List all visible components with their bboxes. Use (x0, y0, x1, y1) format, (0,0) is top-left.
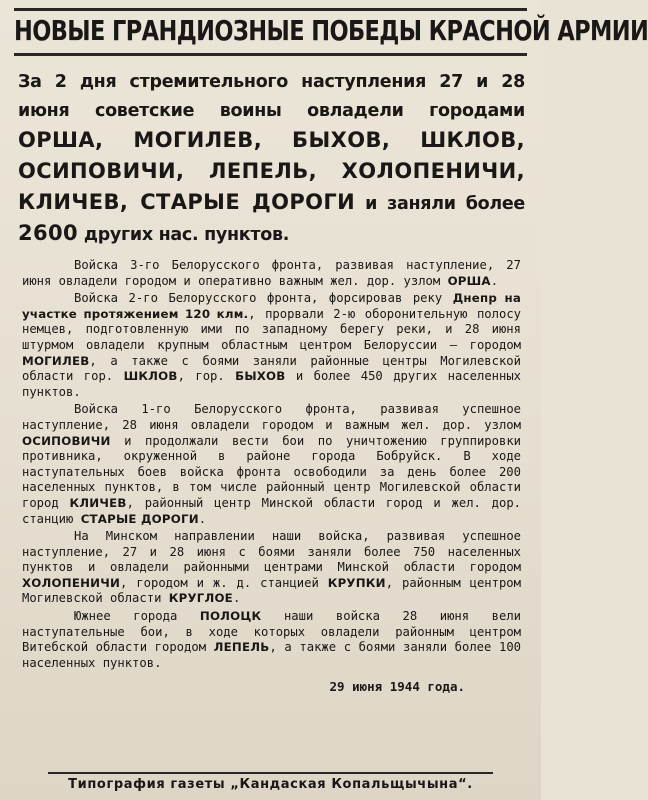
paragraph (22, 529, 521, 607)
place-name: МОГИЛЕВ (22, 353, 90, 368)
paragraph-text: и более 450 других населенных пунктов. (22, 369, 522, 399)
paragraph (22, 402, 521, 527)
place-name: КРУГЛОЕ (168, 591, 233, 606)
place-name: ХОЛОПЕНИЧИ (22, 575, 121, 590)
paragraph-text: , районный центр Минской области город и жел. дор. станцию (22, 495, 521, 526)
paragraph-text: , прорвали 2-ю оборонительную полосу немцев, подготовленную ими по западному берегу реки, и 28 июня штурмом овладели крупным областным центром Белоруссии — городом (22, 306, 521, 352)
paragraph-text: . (198, 511, 207, 526)
paragraph-text: , городом и ж. д. станцией (120, 575, 328, 590)
subheadline-text: и заняли более (355, 194, 525, 214)
paragraph-text: наши войска 28 июня вели наступательные бои, в ходе которых овладели районным центром Витебской области городом (22, 609, 522, 655)
paragraph-text: Войска 1-го Белорусского фронта, развивая успешное наступление, 28 июня овладели городом и важным жел. дор. узлом (22, 402, 521, 432)
paragraph-text: . (490, 273, 499, 288)
paragraph (22, 258, 521, 289)
paragraph-text: На Минском направлении наши войска, развивая успешное наступление, 27 и 28 июня с боями заняли более 750 населенных пунктов и овладели районными центрами Минской области городом (22, 529, 521, 575)
place-name: ШКЛОВ (123, 369, 178, 384)
headline-rule (14, 53, 527, 56)
paragraph-text: Южнее города (74, 609, 200, 624)
subheadline-emphasis: ОРША, МОГИЛЕВ, БЫХОВ, ШКЛОВ, ОСИПОВИЧИ, ЛЕПЕЛЬ, ХОЛОПЕНИЧИ, КЛИЧЕВ, СТАРЫЕ ДОРОГИ (18, 128, 525, 214)
headline: НОВЫЕ ГРАНДИОЗНЫЕ ПОБЕДЫ КРАСНОЙ АРМИИ (14, 15, 648, 48)
place-name: БЫХОВ (235, 369, 286, 384)
paragraph (22, 291, 521, 400)
subheadline-text: других нас. пунктов. (78, 225, 290, 245)
paragraph (22, 609, 521, 671)
subheadline-emphasis: 2600 (18, 221, 79, 245)
place-name: КЛИЧЕВ (69, 495, 127, 510)
paragraph-text: , гор. (177, 369, 236, 384)
place-name: КРУПКИ (327, 575, 386, 590)
date-line: 29 июня 1944 года. (329, 679, 465, 695)
place-name: ЛЕПЕЛЬ (213, 640, 270, 655)
place-name: ПОЛОЦК (199, 609, 262, 624)
body-text (22, 258, 521, 671)
top-rule (14, 8, 527, 11)
place-name: ОСИПОВИЧИ (22, 433, 111, 448)
paragraph-text: , районным центром Могилевской области (22, 575, 521, 606)
place-name: СТАРЫЕ ДОРОГИ (80, 511, 199, 526)
paragraph-text: Войска 3-го Белорусского фронта, развивая наступление, 27 июня овладели городом и оперативно важным жел. дор. узлом (22, 258, 521, 288)
place-name: ОРША (447, 273, 491, 288)
paragraph-text: . (232, 591, 241, 606)
paragraph-text: и продолжали вести бои по уничтожению группировки противника, окруженной в районе города Бобруйск. В ходе наступательных боев войска фронта освободили за день более 200 населенных пунктов, в том числе районный центр Могилевской области город (22, 433, 521, 510)
paragraph-text: , а также с боями заняли районные центры Могилевской области гор. (22, 353, 521, 384)
subheadline-text: За 2 дня стремительного наступления 27 и 28 июня советские воины овладели городами (18, 72, 525, 121)
printer-footer: Типография газеты „Кандаская Копальщычына“. (48, 772, 493, 792)
subheadline (18, 68, 525, 250)
paragraph-text: , а также с боями заняли более 100 населенных пунктов. (22, 640, 521, 670)
paragraph-text: Войска 2-го Белорусского фронта, форсировав реку (74, 291, 453, 306)
place-name: Днепр на участке протяжением 120 клм. (22, 291, 521, 321)
